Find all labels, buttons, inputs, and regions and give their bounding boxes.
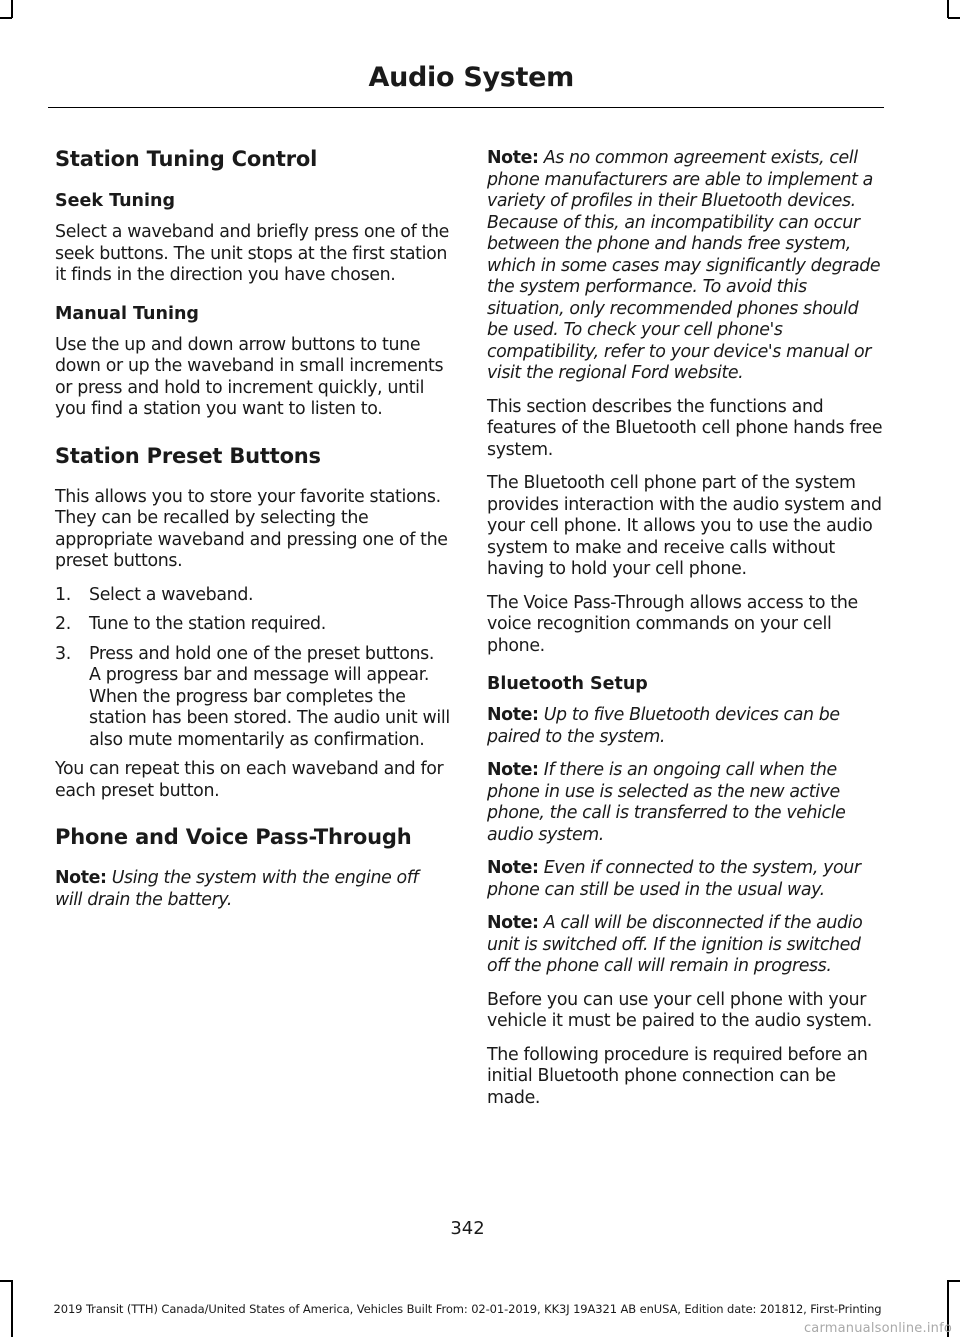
step-number: 3. xyxy=(55,643,71,664)
note-text: Even if connected to the system, your phone can still be used in the usual way. xyxy=(487,858,861,900)
step-number: 2. xyxy=(55,614,71,634)
voice-pass-through-text: The Voice Pass-Through allows access to the voice recognition commands on your cell phone. xyxy=(487,592,858,656)
section-heading-preset-buttons: Station Preset Buttons xyxy=(55,443,321,468)
subheading-seek-tuning: Seek Tuning xyxy=(55,191,175,211)
subheading-bluetooth-setup: Bluetooth Setup xyxy=(487,674,648,694)
manual-tuning-text: Use the up and down arrow buttons to tune down or up the waveband in small increments or press and hold to increment quickly, until you find a station you want to listen to. xyxy=(55,334,444,419)
footer-edition-info: 2019 Transit (TTH) Canada/United States of America, Vehicles Built From: 02-01-2019, KK3J 19A321 AB enUSA, Edition date: 201812, First-Printing xyxy=(53,1302,882,1316)
crop-mark-bottom-right-h xyxy=(948,1280,960,1282)
note-label: Note: xyxy=(487,705,539,725)
bluetooth-intro-text: This section describes the functions and features of the Bluetooth cell phone hands free system. xyxy=(487,396,883,460)
crop-mark-top-right-h xyxy=(948,17,960,19)
crop-mark-top-left xyxy=(11,0,13,18)
header-divider xyxy=(48,107,884,108)
list-item xyxy=(55,644,450,752)
compatibility-note xyxy=(487,148,884,385)
preset-steps-list xyxy=(55,585,450,752)
bluetooth-phone-part-text: The Bluetooth cell phone part of the system provides interaction with the audio system and your cell phone. It allows you to use the audio system to make and receive calls without having to hold your cell phone. xyxy=(487,473,882,579)
list-item xyxy=(55,614,450,636)
note-text: A call will be disconnected if the audio unit is switched off. If the ignition is switched off the phone call will remain in progress. xyxy=(487,913,863,976)
watermark: carmanualsonline.info xyxy=(803,1321,952,1336)
note-label: Note: xyxy=(487,148,539,168)
crop-mark-bottom-left-h xyxy=(0,1280,12,1282)
setup-note xyxy=(487,760,884,846)
setup-note xyxy=(487,913,884,978)
right-column xyxy=(487,140,884,1121)
procedure-required-text: The following procedure is required before an initial Bluetooth phone connection can be made. xyxy=(487,1044,868,1108)
list-item xyxy=(55,585,450,607)
preset-intro-text: This allows you to store your favorite stations. They can be recalled by selecting the appropriate waveband and pressing one of the preset buttons. xyxy=(55,486,448,571)
step-text: Press and hold one of the preset buttons. A progress bar and message will appear. When the progress bar completes the station has been stored. The audio unit will also mute momentarily as confirmation. xyxy=(89,643,450,750)
left-column xyxy=(55,140,450,923)
section-heading-phone-pass-through: Phone and Voice Pass-Through xyxy=(55,825,412,849)
seek-tuning-text: Select a waveband and briefly press one of the seek buttons. The unit stops at the first station it finds in the direction you have chosen. xyxy=(55,222,450,285)
step-text: Select a waveband. xyxy=(89,584,254,605)
subheading-manual-tuning: Manual Tuning xyxy=(55,303,199,324)
note-label: Note: xyxy=(487,858,539,878)
engine-off-note xyxy=(55,868,450,911)
setup-note xyxy=(487,705,884,748)
step-text: Tune to the station required. xyxy=(89,614,326,634)
preset-repeat-text: You can repeat this on each waveband and for each preset button. xyxy=(55,759,444,801)
step-number: 1. xyxy=(55,584,71,605)
pairing-required-text: Before you can use your cell phone with your vehicle it must be paired to the audio system. xyxy=(487,989,872,1031)
note-text: If there is an ongoing call when the phone in use is selected as the new active phone, the call is transferred to the vehicle audio system. xyxy=(487,760,846,845)
note-text: Using the system with the engine off will drain the battery. xyxy=(55,868,419,910)
note-label: Note: xyxy=(487,913,539,933)
note-label: Note: xyxy=(487,760,539,780)
note-text: As no common agreement exists, cell phone manufacturers are able to implement a variety of profiles in their Bluetooth devices. Because of this, an incompatibility can occur between the phone and hands free system, which in some cases may significantly degrade the system performance. To avoid this situation, only recommended phones should be used. To check your cell phone's compatibility, refer to your device's manual or visit the regional Ford website. xyxy=(487,148,881,383)
setup-note xyxy=(487,858,884,901)
note-text: Up to five Bluetooth devices can be paired to the system. xyxy=(487,705,840,747)
page-number: 342 xyxy=(450,1218,485,1239)
crop-mark-top-right xyxy=(947,0,949,18)
crop-mark-top-left-h xyxy=(0,17,12,19)
note-label: Note: xyxy=(55,868,107,888)
section-heading-station-tuning: Station Tuning Control xyxy=(55,147,318,171)
page-header-title: Audio System xyxy=(368,62,574,93)
